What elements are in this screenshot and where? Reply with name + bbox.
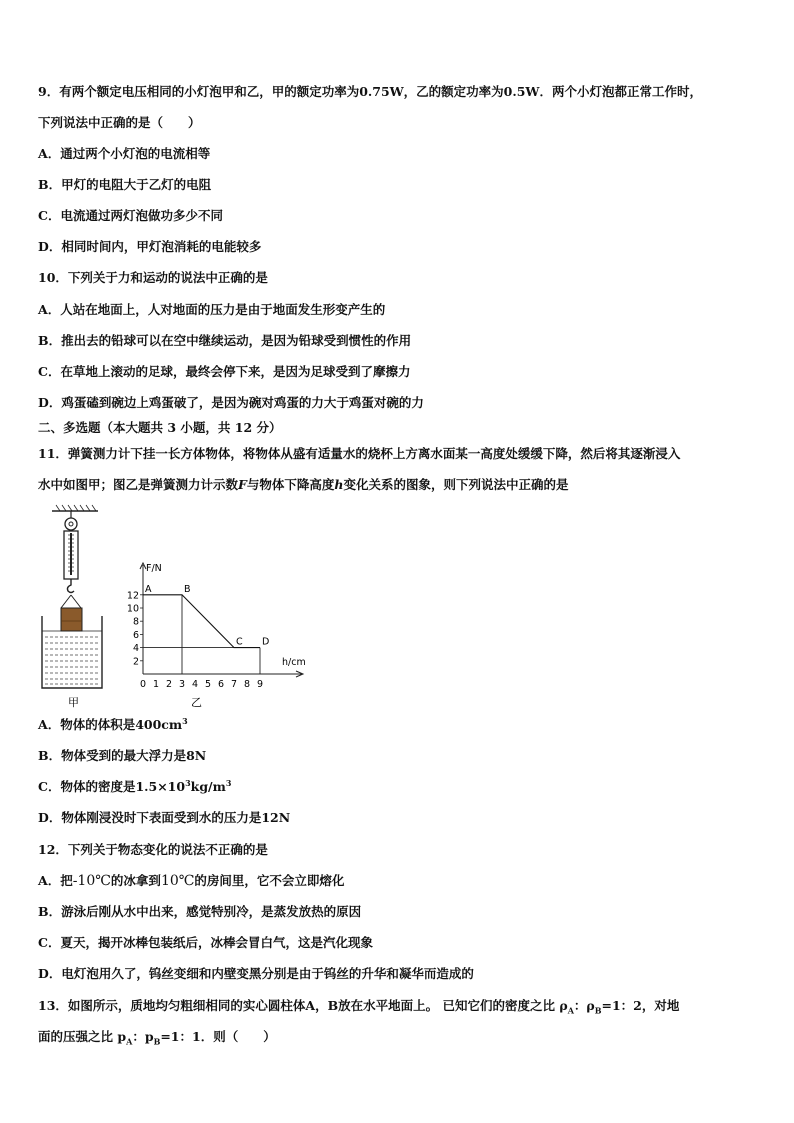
q11-option-c [38,779,764,795]
q9-option-d: D．相同时间内，甲灯泡消耗的电能较多 [38,239,262,254]
hanging-strings [61,595,81,608]
scale-pointer [70,533,72,575]
rectangular-block [61,608,82,631]
q10-option-b: B．推出去的铅球可以在空中继续运动，是因为铅球受到惯性的作用 [38,333,412,348]
graph-yi [127,563,306,709]
q9-stem-line1: 9．有两个额定电压相同的小灯泡甲和乙，甲的额定功率为0.75W，乙的额定功率为0.5W．两个小灯泡都正常工作时， [38,84,702,99]
y-axis-label: F/N [146,563,162,574]
q11-figure-svg [30,503,330,713]
q11-option-c-text: C．物体的密度是1.5×10 [38,779,186,794]
q11-stem-part3: 变化关系的图象，则下列说法中正确的是 [343,477,569,492]
x-axis-label: h/cm [282,657,306,668]
y-tick-label-6: 6 [132,629,139,641]
q12-option-a [38,873,764,889]
q11-stem-line2 [38,477,764,493]
water-lines [45,637,99,684]
q12-option-a-temp1: -10℃ [72,873,111,889]
q9-option-c: C．电流通过两灯泡做功多少不同 [38,208,223,223]
x-tick-label-4: 4 [192,679,199,690]
q12-stem: 12．下列关于物态变化的说法不正确的是 [38,842,268,857]
q11-figure [30,503,330,713]
hook-ring [65,518,77,530]
q11-var-h: h [334,477,344,492]
point-label-a: A [145,583,152,595]
x-tick-label-6: 6 [218,679,225,690]
q11-option-c-unit: kg/m [190,779,226,794]
q12-option-c: C．夏天，揭开冰棒包装纸后，冰棒会冒白气，这是汽化现象 [38,935,373,950]
q12-option-b: B．游泳后刚从水中出来，感觉特别冷，是蒸发放热的原因 [38,904,362,919]
q11-option-a-text: A．物体的体积是400cm [38,717,183,732]
q13-stem-4: 面的压强之比 p [38,1029,127,1044]
q11-var-f: F [238,477,247,492]
q13-stem-2: ：ρ [573,998,595,1013]
y-tick-label-10: 10 [126,603,139,615]
q12-option-a-post: 的房间里，它不会立即熔化 [194,873,345,888]
q12-option-a-mid: 的冰拿到 [110,873,161,888]
ceiling-hatch [56,505,96,511]
x-tick-label-8: 8 [244,679,251,690]
q9-option-b: B．甲灯的电阻大于乙灯的电阻 [38,177,212,192]
q13-sub-a: A [567,1005,574,1016]
q13-stem-3: =1：2，对地 [601,998,680,1013]
q11-option-a [38,717,764,733]
apparatus-jia [42,505,102,709]
point-label-b: B [184,583,191,595]
q12-option-d: D．电灯泡用久了，钨丝变细和内壁变黑分别是由于钨丝的升华和凝华而造成的 [38,966,474,981]
q13-sub-pa: A [126,1036,133,1047]
q13-stem-line2 [38,1029,764,1045]
x-tick-label-2: 2 [166,679,173,690]
q13-stem-6: =1：1．则（ ） [160,1029,276,1044]
x-tick-label-0: 0 [140,679,147,690]
q10-stem: 10．下列关于力和运动的说法中正确的是 [38,270,268,285]
q12-option-a-temp2: 10℃ [160,873,195,889]
q13-stem-1: 13．如图所示，质地均匀粗细相同的实心圆柱体A，B放在水平地面上。 已知它们的密度之比 ρ [38,998,568,1013]
x-tick-label-3: 3 [179,679,186,690]
q10-option-c: C．在草地上滚动的足球，最终会停下来，是因为足球受到了摩擦力 [38,364,411,379]
q9-option-a: A．通过两个小灯泡的电流相等 [38,146,211,161]
q10-option-a: A．人站在地面上，人对地面的压力是由于地面发生形变产生的 [38,302,386,317]
x-tick-label-9: 9 [257,679,264,690]
q11-stem-line1: 11．弹簧测力计下挂一长方体物体，将物体从盛有适量水的烧杯上方离水面某一高度处缓缓下降，然后将其逐渐浸入 [38,446,681,461]
q11-stem-part2: 与物体下降高度 [246,477,335,492]
q13-sub-pb: B [153,1036,161,1047]
q11-option-c-unit-exponent: 3 [225,777,232,788]
q11-option-d: D．物体刚浸没时下表面受到水的压力是12N [38,810,291,825]
q13-stem-line1 [38,998,764,1014]
x-tick-label-1: 1 [153,679,160,690]
q9-stem-line2: 下列说法中正确的是（ ） [38,115,201,130]
q13-stem-5: ：p [132,1029,154,1044]
scale-hook [67,579,74,593]
x-tick-label-5: 5 [205,679,212,690]
q13-sub-b: B [594,1005,602,1016]
q12-option-a-pre: A．把 [38,873,73,888]
y-tick-label-4: 4 [132,643,139,655]
y-tick-label-8: 8 [132,616,139,628]
label-jia: 甲 [68,696,79,709]
point-label-d: D [262,636,270,648]
y-tick-label-2: 2 [132,656,139,668]
y-tick-label-12: 12 [126,590,139,602]
q11-stem-part1: 水中如图甲；图乙是弹簧测力计示数 [38,477,239,492]
q10-option-d: D．鸡蛋磕到碗边上鸡蛋破了，是因为碗对鸡蛋的力大于鸡蛋对碗的力 [38,395,424,410]
section-heading-multiple-choice: 二、多选题（本大题共 3 小题，共 12 分） [38,420,282,435]
point-label-c: C [236,636,243,648]
x-tick-label-7: 7 [231,679,238,690]
q11-option-a-exponent: 3 [182,715,188,726]
q11-option-b: B．物体受到的最大浮力是8N [38,748,207,763]
q11-option-c-exponent: 3 [185,777,191,788]
label-yi: 乙 [191,696,202,709]
